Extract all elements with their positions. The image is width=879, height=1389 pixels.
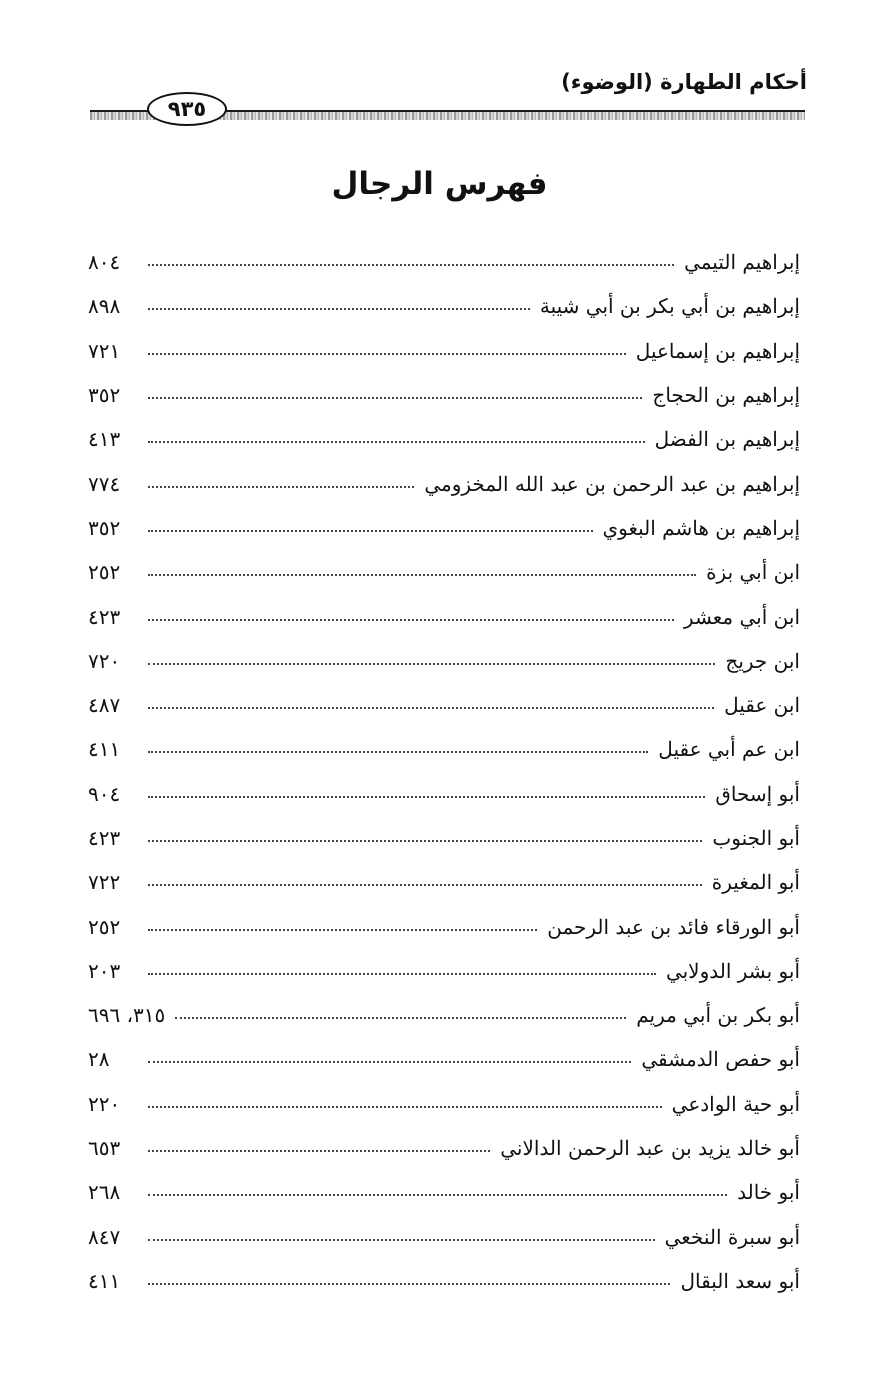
entry-name: ابن عم أبي عقيل <box>658 737 800 762</box>
leader-dots <box>148 264 674 266</box>
index-entry <box>88 284 800 328</box>
entry-name: ابن أبي بزة <box>706 560 800 585</box>
index-entry <box>88 550 800 594</box>
entry-name: إبراهيم بن عبد الرحمن بن عبد الله المخزومي <box>424 471 800 496</box>
index-entry <box>88 1215 800 1259</box>
entry-pages: ٢٨ <box>88 1047 110 1072</box>
entry-pages: ٤٢٣ <box>88 604 121 629</box>
entry-name: أبو الورقاء فائد بن عبد الرحمن <box>547 914 800 939</box>
index-entries <box>88 240 800 1303</box>
running-title: أحكام الطهارة (الوضوء) <box>561 70 807 94</box>
entry-name: إبراهيم التيمي <box>684 250 800 275</box>
index-entry <box>88 860 800 904</box>
leader-dots <box>148 397 642 399</box>
entry-name: ابن عقيل <box>724 693 800 718</box>
index-entry <box>88 417 800 461</box>
entry-name: أبو سبرة النخعي <box>664 1224 800 1249</box>
index-entry <box>88 461 800 505</box>
leader-dots <box>148 486 414 488</box>
entry-name: أبو حية الوادعي <box>671 1091 800 1116</box>
leader-dots <box>148 707 714 709</box>
entry-pages: ٧٢٠ <box>88 648 121 673</box>
index-title: فهرس الرجال <box>331 166 548 202</box>
entry-pages: ٦٥٣ <box>88 1136 121 1161</box>
entry-name: إبراهيم بن إسماعيل <box>635 338 800 363</box>
entry-pages: ٣١٥، ٦٩٦ <box>88 1003 166 1028</box>
entry-pages: ٢٢٠ <box>88 1091 121 1116</box>
index-entry <box>88 1170 800 1214</box>
entry-pages: ٢٦٨ <box>88 1180 121 1205</box>
leader-dots <box>148 663 715 665</box>
leader-dots <box>148 929 537 931</box>
entry-pages: ٤٨٧ <box>88 693 121 718</box>
entry-pages: ٢٠٣ <box>88 958 121 983</box>
index-entry <box>88 816 800 860</box>
index-entry <box>88 1126 800 1170</box>
entry-name: إبراهيم بن الفضل <box>654 427 800 452</box>
entry-pages: ٢٥٢ <box>88 914 121 939</box>
index-entry <box>88 373 800 417</box>
index-entry <box>88 329 800 373</box>
leader-dots <box>148 884 702 886</box>
entry-name: إبراهيم بن أبي بكر بن أبي شيبة <box>539 294 800 319</box>
entry-name: ابن أبي معشر <box>683 604 800 629</box>
entry-name: أبو إسحاق <box>715 781 800 806</box>
leader-dots <box>148 751 648 753</box>
entry-name: أبو بشر الدولابي <box>665 958 800 983</box>
entry-pages: ٨٩٨ <box>88 294 121 319</box>
entry-name: أبو المغيرة <box>711 870 800 895</box>
entry-pages: ٤٢٣ <box>88 826 121 850</box>
leader-dots <box>148 353 626 355</box>
leader-dots <box>148 619 674 621</box>
leader-dots <box>148 1150 490 1152</box>
leader-dots <box>148 1239 655 1241</box>
index-entry <box>88 1259 800 1303</box>
index-entry <box>88 506 800 550</box>
index-entry <box>88 639 800 683</box>
index-entry <box>88 1037 800 1081</box>
leader-dots <box>148 840 702 842</box>
index-entry <box>88 594 800 638</box>
entry-pages: ٤١١ <box>88 737 121 762</box>
entry-name: ابن جريج <box>725 648 800 673</box>
index-entry <box>88 904 800 948</box>
entry-pages: ٢٥٢ <box>88 560 121 585</box>
entry-pages: ٣٥٢ <box>88 515 121 540</box>
entry-name: أبو سعد البقال <box>680 1268 800 1293</box>
leader-dots <box>148 530 593 532</box>
entry-pages: ٧٧٤ <box>88 471 121 496</box>
leader-dots <box>148 1283 670 1285</box>
entry-pages: ٨٤٧ <box>88 1224 121 1249</box>
index-entry <box>88 727 800 771</box>
index-entry <box>88 993 800 1037</box>
entry-name: أبو بكر بن أبي مريم <box>636 1003 800 1028</box>
entry-name: أبو خالد يزيد بن عبد الرحمن الدالاني <box>500 1136 800 1161</box>
entry-name: إبراهيم بن الحجاج <box>652 383 800 408</box>
entry-pages: ٧٢٢ <box>88 870 121 895</box>
leader-dots <box>148 796 705 798</box>
page-number: ٩٣٥ <box>147 92 227 126</box>
entry-pages: ٧٢١ <box>88 338 121 363</box>
index-entry <box>88 1082 800 1126</box>
leader-dots <box>148 1106 662 1108</box>
entry-pages: ٣٥٢ <box>88 383 121 408</box>
entry-name: أبو حفص الدمشقي <box>641 1047 800 1072</box>
entry-pages: ٤١٣ <box>88 427 121 452</box>
entry-name: إبراهيم بن هاشم البغوي <box>602 515 800 540</box>
entry-name: أبو الجنوب <box>712 826 800 850</box>
entry-pages: ٨٠٤ <box>88 250 121 275</box>
entry-pages: ٤١١ <box>88 1268 121 1293</box>
leader-dots <box>148 574 696 576</box>
entry-pages: ٩٠٤ <box>88 781 121 806</box>
leader-dots <box>148 973 656 975</box>
entry-name: أبو خالد <box>737 1180 800 1205</box>
leader-dots <box>175 1017 626 1019</box>
leader-dots <box>148 441 645 443</box>
leader-dots <box>148 308 530 310</box>
index-entry <box>88 240 800 284</box>
leader-dots <box>148 1061 631 1063</box>
leader-dots <box>148 1194 727 1196</box>
index-entry <box>88 772 800 816</box>
index-entry <box>88 683 800 727</box>
index-entry <box>88 949 800 993</box>
